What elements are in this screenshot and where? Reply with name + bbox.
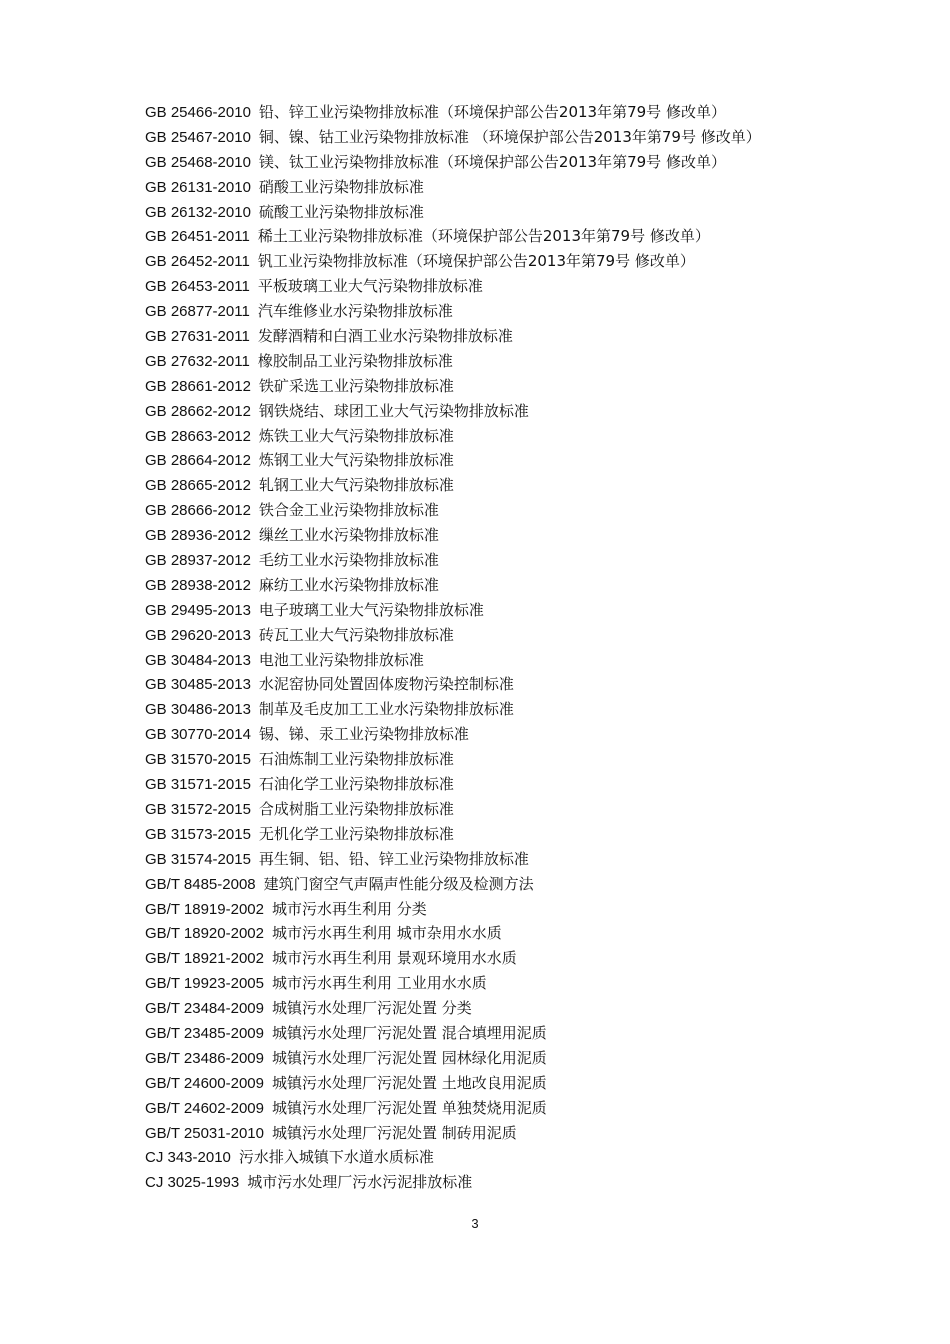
list-item xyxy=(145,175,761,200)
standard-code: GB/T 25031-2010 xyxy=(145,1124,264,1142)
standard-title: 橡胶制品工业污染物排放标准 xyxy=(257,351,453,370)
standard-title: 制革及毛皮加工工业水污染物排放标准 xyxy=(258,700,514,719)
standard-title: 镁、钛工业污染物排放标准（环境保护部公告2013年第79号 修改单） xyxy=(258,152,726,171)
standard-title: 城镇污水处理厂污泥处置 制砖用泥质 xyxy=(271,1123,517,1142)
list-item xyxy=(145,399,761,424)
list-item xyxy=(145,921,761,946)
list-item xyxy=(145,1170,761,1195)
list-item xyxy=(145,697,761,722)
list-item xyxy=(145,897,761,922)
standard-title: 硫酸工业污染物排放标准 xyxy=(258,202,424,221)
standard-code: GB/T 8485-2008 xyxy=(145,875,256,893)
standard-title: 无机化学工业污染物排放标准 xyxy=(258,824,454,843)
standard-title: 炼钢工业大气污染物排放标准 xyxy=(258,451,454,470)
list-item xyxy=(145,772,761,797)
list-item xyxy=(145,1071,761,1096)
standard-code: GB/T 18919-2002 xyxy=(145,900,264,918)
list-item xyxy=(145,1021,761,1046)
standard-title: 石油炼制工业污染物排放标准 xyxy=(258,750,454,769)
standards-list xyxy=(145,100,761,1195)
standard-code: GB 25466-2010 xyxy=(145,104,251,121)
standard-title: 再生铜、铝、铅、锌工业污染物排放标准 xyxy=(258,849,529,868)
list-item xyxy=(145,996,761,1021)
standard-title: 铅、锌工业污染物排放标准（环境保护部公告2013年第79号 修改单） xyxy=(258,103,726,121)
standard-title: 污水排入城镇下水道水质标准 xyxy=(238,1148,434,1167)
standard-title: 炼铁工业大气污染物排放标准 xyxy=(258,426,454,445)
standard-code: GB 31573-2015 xyxy=(145,825,251,843)
standard-title: 石油化学工业污染物排放标准 xyxy=(258,775,454,794)
list-item xyxy=(145,1121,761,1146)
list-item xyxy=(145,747,761,772)
standard-title: 合成树脂工业污染物排放标准 xyxy=(258,799,454,818)
list-item xyxy=(145,598,761,623)
standard-title: 钢铁烧结、球团工业大气污染物排放标准 xyxy=(258,401,529,420)
standard-title: 铁矿采选工业污染物排放标准 xyxy=(258,376,454,395)
list-item xyxy=(145,946,761,971)
standard-code: GB 28937-2012 xyxy=(145,552,251,570)
standard-code: GB 31570-2015 xyxy=(145,751,251,769)
list-item xyxy=(145,822,761,847)
standard-title: 钒工业污染物排放标准（环境保护部公告2013年第79号 修改单） xyxy=(257,252,695,271)
standard-code: GB 28661-2012 xyxy=(145,377,251,395)
standard-code: GB 31574-2015 xyxy=(145,850,251,868)
standard-code: GB 30485-2013 xyxy=(145,676,251,694)
standard-title: 锡、锑、汞工业污染物排放标准 xyxy=(258,725,469,744)
standard-code: GB 27631-2011 xyxy=(145,328,250,346)
list-item xyxy=(145,274,761,299)
standard-code: GB/T 18921-2002 xyxy=(145,950,264,968)
list-item xyxy=(145,249,761,274)
list-item xyxy=(145,299,761,324)
standard-code: GB 30484-2013 xyxy=(145,651,251,669)
standard-code: GB/T 24600-2009 xyxy=(145,1074,264,1092)
standard-title: 铁合金工业污染物排放标准 xyxy=(258,501,439,520)
standard-code: GB 28665-2012 xyxy=(145,477,251,495)
standard-title: 城镇污水处理厂污泥处置 混合填埋用泥质 xyxy=(271,1023,547,1042)
standard-title: 城市污水再生利用 景观环境用水水质 xyxy=(271,949,517,968)
standard-code: GB 31571-2015 xyxy=(145,776,251,794)
standard-title: 汽车维修业水污染物排放标准 xyxy=(257,302,453,321)
standard-title: 硝酸工业污染物排放标准 xyxy=(258,177,424,196)
list-item xyxy=(145,200,761,225)
standard-title: 建筑门窗空气声隔声性能分级及检测方法 xyxy=(263,874,534,893)
standard-title: 城镇污水处理厂污泥处置 园林绿化用泥质 xyxy=(271,1048,547,1067)
list-item xyxy=(145,349,761,374)
list-item xyxy=(145,374,761,399)
standard-title: 轧钢工业大气污染物排放标准 xyxy=(258,476,454,495)
standard-code: GB 26132-2010 xyxy=(145,203,251,221)
standard-code: GB/T 23485-2009 xyxy=(145,1024,264,1042)
list-item xyxy=(145,224,761,249)
list-item xyxy=(145,424,761,449)
standard-title: 城镇污水处理厂污泥处置 单独焚烧用泥质 xyxy=(271,1098,547,1117)
list-item xyxy=(145,971,761,996)
standard-code: GB 30486-2013 xyxy=(145,701,251,719)
standard-title: 缫丝工业水污染物排放标准 xyxy=(258,526,439,545)
list-item xyxy=(145,548,761,573)
list-item xyxy=(145,872,761,897)
standard-title: 毛纺工业水污染物排放标准 xyxy=(258,551,439,570)
list-item xyxy=(145,523,761,548)
list-item xyxy=(145,648,761,673)
standard-code: GB 26451-2011 xyxy=(145,228,250,246)
list-item xyxy=(145,672,761,697)
list-item xyxy=(145,1145,761,1170)
standard-code: GB 28662-2012 xyxy=(145,402,251,420)
list-item xyxy=(145,623,761,648)
standard-title: 城市污水处理厂污水污泥排放标准 xyxy=(247,1173,473,1192)
standard-code: GB 26453-2011 xyxy=(145,278,250,296)
standard-code: GB 30770-2014 xyxy=(145,726,251,744)
standard-code: CJ 343-2010 xyxy=(145,1149,231,1167)
standard-code: GB 25467-2010 xyxy=(145,128,251,146)
list-item xyxy=(145,573,761,598)
standard-code: GB 28663-2012 xyxy=(145,427,251,445)
list-item xyxy=(145,324,761,349)
standard-code: GB/T 23484-2009 xyxy=(145,1000,264,1018)
list-item xyxy=(145,847,761,872)
list-item xyxy=(145,100,761,125)
standard-code: GB 28664-2012 xyxy=(145,452,251,470)
standard-code: GB 26452-2011 xyxy=(145,253,250,271)
list-item xyxy=(145,722,761,747)
standard-title: 发酵酒精和白酒工业水污染物排放标准 xyxy=(257,327,513,346)
standard-code: GB/T 23486-2009 xyxy=(145,1049,264,1067)
standard-title: 电池工业污染物排放标准 xyxy=(258,650,424,669)
standard-code: GB 26877-2011 xyxy=(145,303,250,321)
standard-code: GB 26131-2010 xyxy=(145,178,251,196)
standard-code: GB 25468-2010 xyxy=(145,153,251,171)
standard-code: GB 28936-2012 xyxy=(145,527,251,545)
standard-title: 城镇污水处理厂污泥处置 分类 xyxy=(271,999,472,1018)
list-item xyxy=(145,1096,761,1121)
list-item xyxy=(145,125,761,150)
standard-title: 城镇污水处理厂污泥处置 土地改良用泥质 xyxy=(271,1073,547,1092)
standard-title: 水泥窑协同处置固体废物污染控制标准 xyxy=(258,675,514,694)
standard-code: GB/T 24602-2009 xyxy=(145,1099,264,1117)
standard-title: 砖瓦工业大气污染物排放标准 xyxy=(258,625,454,644)
standard-title: 城市污水再生利用 城市杂用水水质 xyxy=(271,924,502,943)
list-item xyxy=(145,1046,761,1071)
list-item xyxy=(145,498,761,523)
standard-title: 平板玻璃工业大气污染物排放标准 xyxy=(257,277,483,296)
standard-title: 稀土工业污染物排放标准（环境保护部公告2013年第79号 修改单） xyxy=(257,227,710,246)
standard-code: GB 28666-2012 xyxy=(145,502,251,520)
list-item xyxy=(145,473,761,498)
standard-code: GB/T 19923-2005 xyxy=(145,975,264,993)
standard-code: GB 28938-2012 xyxy=(145,576,251,594)
standard-code: GB 27632-2011 xyxy=(145,352,250,370)
standard-title: 城市污水再生利用 分类 xyxy=(271,899,427,918)
list-item xyxy=(145,448,761,473)
standard-code: GB 29495-2013 xyxy=(145,601,251,619)
page-number: 3 xyxy=(471,1216,479,1231)
standard-code: GB/T 18920-2002 xyxy=(145,925,264,943)
standard-title: 麻纺工业水污染物排放标准 xyxy=(258,575,439,594)
standard-title: 铜、镍、钴工业污染物排放标准 （环境保护部公告2013年第79号 修改单） xyxy=(258,127,761,146)
standard-title: 电子玻璃工业大气污染物排放标准 xyxy=(258,600,484,619)
standard-code: GB 29620-2013 xyxy=(145,626,251,644)
standard-title: 城市污水再生利用 工业用水水质 xyxy=(271,974,487,993)
standard-code: CJ 3025-1993 xyxy=(145,1174,240,1192)
list-item xyxy=(145,797,761,822)
list-item xyxy=(145,150,761,175)
standard-code: GB 31572-2015 xyxy=(145,800,251,818)
